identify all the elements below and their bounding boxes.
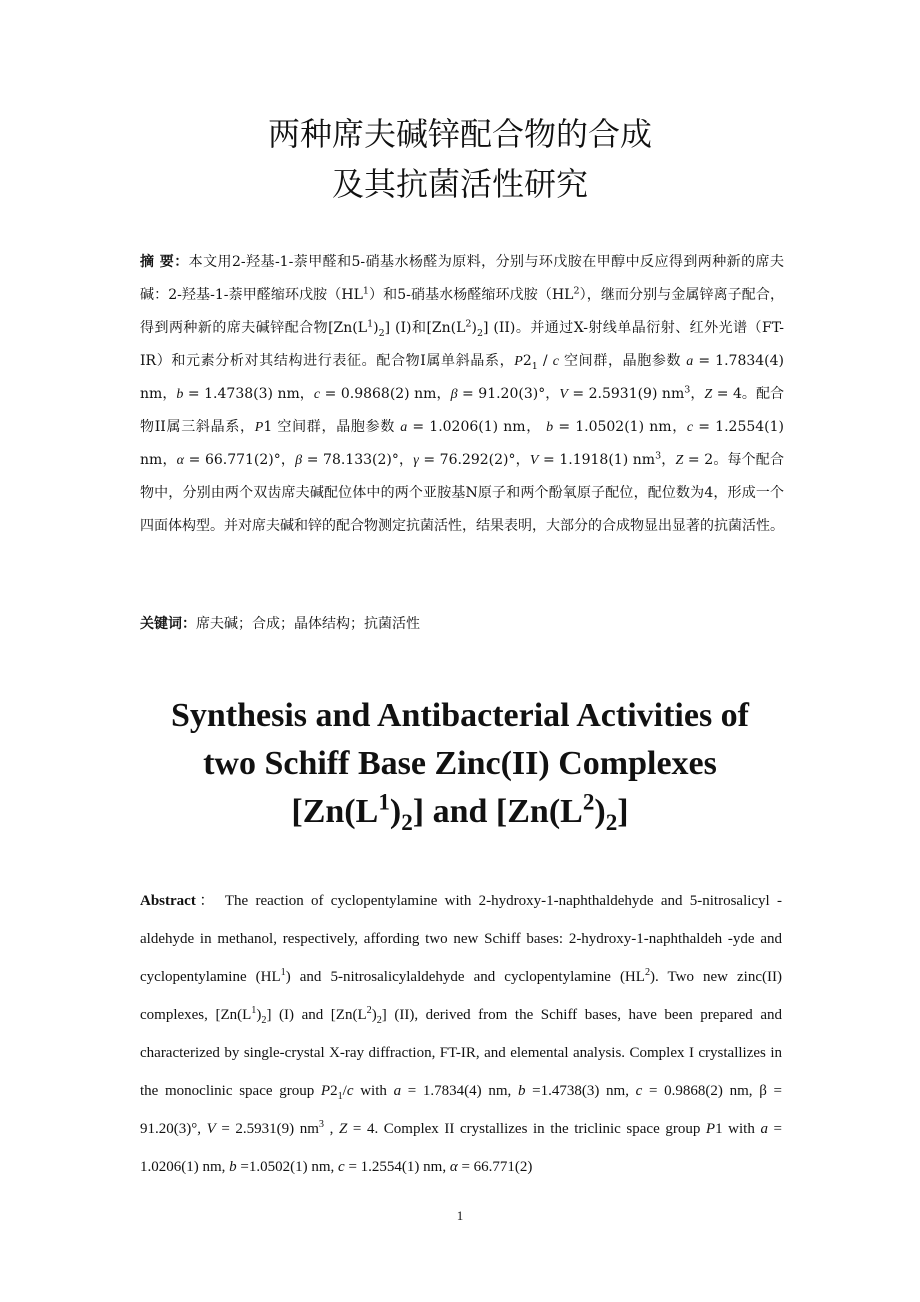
sub: 2: [476, 327, 484, 339]
en-abstract-text: 1 with: [715, 1121, 761, 1137]
cn-abstract-text: = 1.1918(1) nm: [538, 452, 656, 468]
cn-abstract-text: /: [537, 353, 553, 369]
italic: Z: [675, 453, 684, 468]
sup: 2: [465, 318, 472, 330]
sup: 2: [366, 1005, 372, 1016]
cn-abstract-text: = 2。每个配合物中，分别由两个双齿席夫碱配位体中的两个亚胺基N原子和两个酚氧原子配位，配位数为4，形成一个四面体构型。并对席夫碱和锌的配合物测定抗菌活性，结果表明，大部分的合成物显出显著的抗菌活性。: [140, 452, 784, 534]
en-abstract-text: = 2.5931(9) nm: [215, 1121, 319, 1137]
italic: V: [206, 1121, 216, 1137]
cn-title-line-1: 两种席夫碱锌配合物的合成: [267, 115, 652, 153]
cn-abstract-text: = 1.0502(1) nm，: [553, 419, 687, 435]
en-abstract-text: ] (I) and [Zn(L: [266, 1007, 367, 1023]
sup: 2: [573, 285, 580, 297]
italic: γ: [413, 453, 419, 468]
cn-title-line-2: 及其抗菌活性研究: [331, 165, 588, 203]
italic: a: [400, 420, 408, 435]
title-part: ]: [617, 793, 629, 830]
cn-abstract-text: ] (I)和[Zn(L: [384, 320, 466, 336]
en-abstract-text: = 66.771(2): [457, 1159, 533, 1175]
cn-abstract-text: ）和5-硝基水杨醛缩环戊胺（HL: [368, 287, 574, 303]
cn-keywords-text: 席夫碱；合成；晶体结构；抗菌活性: [196, 616, 420, 632]
en-abstract-text: /: [342, 1083, 347, 1099]
italic: P: [254, 420, 264, 435]
cn-abstract-text: = 1.7834(4) nm，: [140, 353, 784, 402]
en-abstract-text: = 1.7834(4) nm,: [401, 1083, 518, 1099]
italic: c: [686, 420, 694, 435]
cn-abstract-text: 2: [522, 353, 532, 369]
cn-keywords: [140, 612, 420, 636]
italic: α: [176, 453, 184, 468]
sup: 1: [280, 967, 286, 978]
en-abstract-text: = 1.0206(1) nm,: [140, 1121, 783, 1175]
italic: V: [559, 387, 568, 402]
sup: 2: [582, 789, 595, 816]
en-abstract-text: ,: [324, 1121, 339, 1137]
en-abstract-text: with: [353, 1083, 394, 1099]
italic: c: [346, 1083, 354, 1099]
page-number: 1: [456, 1208, 464, 1223]
cn-abstract-text: ，: [661, 452, 676, 468]
sub: 2: [261, 1015, 267, 1026]
italic: V: [529, 453, 539, 468]
en-abstract-text: The reaction of cyclopentylamine with 2-hydroxy-1-naphthaldehyde and 5-nitrosalicyl -aldehyde in methanol, respectively, affording two new Schiff bases: 2-hydroxy-1-naphthaldeh -yde and cyclopentylamine (HL: [140, 893, 782, 985]
cn-abstract-text: = 91.20(3)°，: [457, 386, 560, 402]
sup: 1: [251, 1005, 257, 1016]
title-part: [Zn(L: [291, 793, 379, 830]
italic: P: [320, 1083, 331, 1099]
italic: β: [450, 387, 458, 402]
italic: b: [229, 1159, 237, 1175]
en-abstract-text: β: [759, 1083, 767, 1099]
cn-abstract-text: 本文用2-羟基-1-萘甲醛和5-硝基水杨醛为原料，分别与环戊胺在甲醇中反应得到两种新的席夫碱：2-羟基-1-萘甲醛缩环戊胺（HL: [140, 254, 784, 303]
en-abstract-text: 2: [330, 1083, 338, 1099]
en-abstract-label: Abstract: [140, 893, 196, 909]
en-abstract-text: ). Two new zinc(II) complexes, [Zn(L: [140, 969, 782, 1023]
en-title-line-1: Synthesis and Antibacterial Activities of: [170, 697, 750, 734]
italic: α: [449, 1159, 458, 1175]
italic: Z: [704, 387, 713, 402]
title-part: ): [594, 793, 606, 830]
en-abstract-text: ) and 5-nitrosalicylaldehyde and cyclopentylamine (HL: [285, 969, 645, 985]
cn-abstract-text: ），继而分别与金属锌离子配合，得到两种新的席夫碱锌配合物[Zn(L: [140, 287, 784, 336]
en-abstract-text: =1.0502(1) nm,: [236, 1159, 339, 1175]
cn-keywords-label: 关键词：: [140, 616, 196, 632]
en-title-line-2: two Schiff Base Zinc(II) Complexes: [203, 745, 717, 782]
sub: 2: [605, 809, 618, 836]
cn-abstract-text: = 76.292(2)°，: [418, 452, 530, 468]
italic: a: [760, 1121, 768, 1137]
italic: a: [686, 354, 694, 369]
sup: 3: [318, 1119, 325, 1130]
italic: c: [552, 354, 559, 369]
italic: Z: [338, 1121, 348, 1137]
sub: 1: [337, 1091, 343, 1102]
en-abstract-colon: ：: [195, 893, 218, 909]
cn-abstract-text: = 2.5931(9) nm: [567, 386, 685, 402]
en-abstract-text: =1.4738(3) nm,: [525, 1083, 636, 1099]
cn-abstract-text: ] (II)。并通过X-射线单晶衍射、红外光谱（FT-IR）和元素分析对其结构进行表征。配合物I属单斜晶系，: [140, 320, 785, 369]
sub: 2: [376, 1015, 382, 1026]
sup: 1: [367, 318, 374, 330]
italic: c: [635, 1083, 643, 1099]
title-part: ): [389, 793, 402, 830]
sup: 2: [644, 967, 651, 978]
sub: 2: [378, 327, 385, 339]
cn-abstract-text: = 1.4738(3) nm，: [183, 386, 314, 402]
italic: b: [176, 387, 184, 402]
cn-abstract-text: = 66.771(2)°，: [183, 452, 296, 468]
en-abstract-text: = 4. Complex II crystallizes in the triclinic space group: [347, 1121, 706, 1137]
cn-abstract-text: ，: [690, 386, 705, 402]
en-abstract-text: = 1.2554(1) nm,: [344, 1159, 450, 1175]
cn-abstract-text: = 1.2554(1) nm，: [140, 419, 784, 468]
italic: c: [338, 1159, 345, 1175]
sup: 1: [362, 285, 369, 297]
sup: 1: [378, 789, 390, 816]
italic: b: [546, 420, 554, 435]
cn-abstract-text: = 1.0206(1) nm，: [407, 419, 547, 435]
italic: P: [514, 354, 523, 369]
italic: a: [393, 1083, 402, 1099]
sup: 3: [684, 384, 691, 396]
italic: P: [705, 1121, 716, 1137]
en-title-line-3: [0, 789, 920, 836]
cn-abstract-text: = 0.9868(2) nm，: [320, 386, 451, 402]
italic: β: [295, 453, 303, 468]
en-abstract: Abstract： The reaction of cyclopentylamine with 2-hydroxy-1-naphthaldehyde and 5-nitrosalicyl -aldehyde in methanol, respectively, affording two new Schiff bases: 2-hydroxy-1-naphthaldeh -yde and cyclopentylamine $(HL^1)$ and 5-nitrosalicylaldehyde and cyclopentylamine $(HL^2)$. Two new zinc(II) complexes, $[Zn(L^1)_2]$ (I) and $[Zn(L^2)_2]$ (II), derived from the Schiff bases, have been prepared and characterized by single-crystal X-ray diffraction, FT-IR, and elemental analysis. Complex I crystallizes in the monoclinic space group $P2_1/c$ with a = 1.7834(4) nm, b =1.4738(3) nm, c = 0.9868(2) nm, β = 91.20(3)°, V = 2.5931(9) $nm^3$ , Z = 4. Complex II crystallizes in the triclinic space group P1 with a = 1.0206(1) nm, b =1.0502(1) nm, c = 1.2554(1) nm, α = 66.771(2): [140, 893, 783, 1175]
cn-abstract-text: = 78.133(2)°，: [302, 452, 414, 468]
sub: 1: [531, 360, 538, 372]
italic: c: [313, 387, 321, 402]
cn-abstract-label: 摘 要：: [140, 254, 189, 270]
en-abstract-text: ] (II), derived from the Schiff bases, have been prepared and characterized by single-crystal X-ray diffraction, FT-IR, and elemental analysis. Complex I crystallizes in the monoclinic space group: [140, 1007, 782, 1099]
title-part: ] and [Zn(L: [412, 793, 583, 830]
cn-abstract: 摘 要：本文用2-羟基-1-萘甲醛和5-硝基水杨醛为原料，分别与环戊胺在甲醇中反应得到两种新的席夫碱：2-羟基-1-萘甲醛缩环戊胺$(HL^1)$和5-硝基水杨醛缩环戊胺$(HL^2)$，继而分别与金属锌离子配合，得到两种新的席夫碱锌配合物$[Zn(L^1)_2]$ (I)和$[Zn(L^2)_2]$ (II)。并通过X-射线单晶衍射、红外光谱（FT-IR）和元素分析对其结构进行表征。配合物I属单斜晶系，$P2_1$ / c 空间群，晶胞参数 a = 1.7834(4) nm，b = 1.4738(3) nm，c = 0.9868(2) nm，β = 91.20(3)°，V = 2.5931(9) $nm^3$，Z = 4。配合物II属三斜晶系，P1 空间群，晶胞参数 a = 1.0206(1) nm， b = 1.0502(1) nm，c = 1.2554(1) nm，α = 66.771(2)°，β = 78.133(2)°，γ = 76.292(2)°，V = 1.1918(1) $nm^3$，Z = 2。每个配合物中，分别由两个双齿席夫碱配位体中的两个亚胺基N原子和两个酚氧原子配位，配位数为4，形成一个四面体构型。并对席夫碱和锌的配合物测定抗菌活性，结果表明，大部分的合成物显出显著的抗菌活性。: [140, 254, 785, 534]
cn-abstract-text: 空间群，晶胞参数: [558, 353, 687, 369]
sup: 3: [655, 450, 662, 462]
sub: 2: [401, 809, 413, 836]
cn-abstract-text: = 4。配合物II属三斜晶系，: [140, 386, 785, 435]
en-abstract-text: = 91.20(3)°,: [140, 1083, 783, 1137]
en-abstract-text: = 0.9868(2) nm,: [642, 1083, 760, 1099]
cn-abstract-text: 1 空间群，晶胞参数: [263, 419, 401, 435]
italic: b: [517, 1083, 526, 1099]
